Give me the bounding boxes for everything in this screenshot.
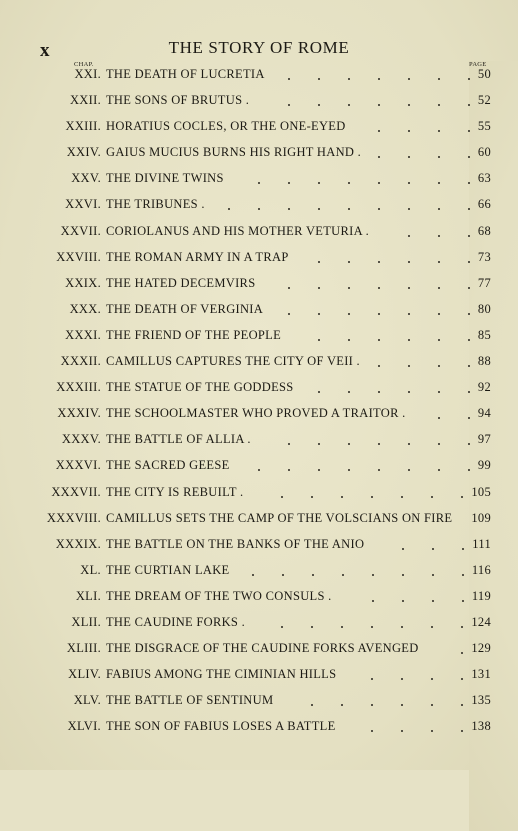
chapter-title: THE BATTLE ON THE BANKS OF THE ANIO — [106, 536, 365, 551]
leader-dot — [431, 704, 433, 706]
leader-dot — [318, 443, 320, 445]
leader-dot — [408, 365, 410, 367]
leader-dot — [438, 391, 440, 393]
chapter-column-label: CHAP. — [74, 61, 94, 68]
leader-dot — [462, 600, 464, 602]
leader-dot — [288, 208, 290, 210]
leader-dot — [378, 469, 380, 471]
chapter-number: XLII. — [71, 614, 101, 629]
chapter-title: THE DISGRACE OF THE CAUDINE FORKS AVENGED — [106, 641, 419, 656]
leader-dot — [281, 496, 283, 498]
chapter-number: XLIV. — [68, 667, 101, 682]
leader-dot — [468, 104, 470, 106]
leader-dot — [468, 261, 470, 263]
leader-dot — [378, 78, 380, 80]
toc-entry — [0, 297, 518, 323]
leader-dot — [312, 574, 314, 576]
leader-dot — [348, 261, 350, 263]
leader-dot — [468, 208, 470, 210]
chapter-page-number: 63 — [477, 171, 491, 186]
chapter-page-number: 131 — [471, 667, 491, 682]
leader-dot — [408, 78, 410, 80]
leader-dot — [318, 104, 320, 106]
chapter-title: THE DIVINE TWINS — [106, 171, 224, 186]
leader-dot — [431, 626, 433, 628]
leader-dot — [318, 208, 320, 210]
leader-dot — [431, 678, 433, 680]
chapter-title: THE STATUE OF THE GODDESS — [106, 380, 294, 395]
chapter-page-number: 129 — [471, 641, 491, 656]
chapter-title: THE CITY IS REBUILT . — [106, 484, 244, 499]
chapter-page-number: 68 — [477, 223, 491, 238]
leader-dot — [288, 443, 290, 445]
chapter-number: XXIV. — [66, 145, 101, 160]
leader-dot — [378, 365, 380, 367]
leader-dot — [401, 730, 403, 732]
chapter-page-number: 99 — [477, 458, 491, 473]
chapter-number: XXXVI. — [55, 458, 101, 473]
toc-entry — [0, 375, 518, 401]
leader-dot — [438, 469, 440, 471]
leader-dot — [401, 496, 403, 498]
leader-dot — [408, 469, 410, 471]
page-folio: x — [40, 40, 50, 61]
toc-entry — [0, 584, 518, 610]
leader-dot — [378, 287, 380, 289]
leader-dot — [438, 443, 440, 445]
leader-dot — [438, 182, 440, 184]
toc-entry — [0, 427, 518, 453]
chapter-title: THE DEATH OF LUCRETIA — [106, 67, 265, 81]
chapter-page-number: 66 — [477, 197, 491, 212]
leader-dot — [378, 130, 380, 132]
leader-dot — [288, 469, 290, 471]
leader-dot — [468, 235, 470, 237]
chapter-page-number: 50 — [477, 67, 491, 81]
chapter-page-number: 111 — [472, 536, 491, 551]
leader-dot — [431, 730, 433, 732]
chapter-title: THE DEATH OF VERGINIA — [106, 301, 264, 316]
leader-dot — [402, 548, 404, 550]
leader-dot — [318, 78, 320, 80]
leader-dot — [468, 417, 470, 419]
leader-dot — [371, 730, 373, 732]
leader-dot — [341, 626, 343, 628]
chapter-title: THE BATTLE OF SENTINUM — [106, 693, 274, 708]
chapter-page-number: 116 — [471, 562, 491, 577]
toc-entry — [0, 401, 518, 427]
leader-dot — [348, 339, 350, 341]
leader-dot — [342, 574, 344, 576]
chapter-number: XXV. — [71, 171, 101, 186]
chapter-number: XXXVIII. — [46, 510, 101, 525]
chapter-title: THE SCHOOLMASTER WHO PROVED A TRAITOR . — [106, 406, 406, 421]
toc-entry — [0, 323, 518, 349]
chapter-title: THE SONS OF BRUTUS . — [106, 93, 250, 108]
toc-entry — [0, 532, 518, 558]
chapter-title: THE SON OF FABIUS LOSES A BATTLE — [106, 719, 336, 734]
chapter-title: THE ROMAN ARMY IN A TRAP — [106, 249, 289, 264]
chapter-title: THE DREAM OF THE TWO CONSULS . — [106, 588, 332, 603]
leader-dot — [371, 678, 373, 680]
chapter-number: XXIII. — [65, 119, 101, 134]
leader-dot — [462, 574, 464, 576]
chapter-title: THE HATED DECEMVIRS — [106, 275, 256, 290]
leader-dot — [438, 313, 440, 315]
leader-dot — [318, 182, 320, 184]
leader-dot — [432, 600, 434, 602]
toc-entry — [0, 88, 518, 114]
chapter-number: XLI. — [75, 588, 101, 603]
chapter-title: THE SACRED GEESE — [106, 458, 230, 473]
chapter-page-number: 55 — [477, 119, 491, 134]
chapter-number: XXII. — [69, 93, 101, 108]
leader-dot — [378, 104, 380, 106]
chapter-page-number: 92 — [477, 380, 491, 395]
leader-dot — [468, 287, 470, 289]
leader-dot — [378, 443, 380, 445]
leader-dot — [318, 287, 320, 289]
leader-dot — [318, 469, 320, 471]
leader-dot — [311, 626, 313, 628]
chapter-page-number: 138 — [471, 719, 491, 734]
leader-dot — [288, 78, 290, 80]
leader-dot — [318, 313, 320, 315]
leader-dot — [378, 339, 380, 341]
leader-dot — [258, 208, 260, 210]
toc-entry — [0, 219, 518, 245]
table-of-contents — [0, 62, 518, 740]
leader-dot — [438, 130, 440, 132]
leader-dot — [378, 156, 380, 158]
leader-dot — [438, 417, 440, 419]
chapter-number: XXXIX. — [55, 536, 101, 551]
leader-dot — [341, 496, 343, 498]
chapter-number: XXX. — [69, 301, 101, 316]
chapter-title: CAMILLUS SETS THE CAMP OF THE VOLSCIANS ON FIRE — [106, 510, 453, 525]
chapter-page-number: 88 — [477, 354, 491, 369]
leader-dot — [408, 443, 410, 445]
toc-entry — [0, 558, 518, 584]
chapter-title: THE TRIBUNES . — [106, 197, 205, 212]
leader-dot — [468, 365, 470, 367]
leader-dot — [258, 469, 260, 471]
leader-dot — [461, 652, 463, 654]
chapter-page-number: 85 — [477, 327, 491, 342]
toc-entry — [0, 140, 518, 166]
toc-entry — [0, 62, 518, 88]
leader-dot — [468, 182, 470, 184]
leader-dot — [408, 130, 410, 132]
chapter-number: XLIII. — [66, 641, 101, 656]
chapter-title: FABIUS AMONG THE CIMINIAN HILLS — [106, 667, 337, 682]
chapter-title: GAIUS MUCIUS BURNS HIS RIGHT HAND . — [106, 145, 362, 160]
chapter-number: XXVIII. — [56, 249, 101, 264]
leader-dot — [252, 574, 254, 576]
toc-entry — [0, 192, 518, 218]
leader-dot — [318, 261, 320, 263]
leader-dot — [348, 469, 350, 471]
leader-dot — [408, 339, 410, 341]
leader-dot — [348, 104, 350, 106]
toc-entry — [0, 271, 518, 297]
leader-dot — [468, 339, 470, 341]
toc-entry — [0, 166, 518, 192]
chapter-number: XXXIII. — [56, 380, 101, 395]
leader-dot — [348, 313, 350, 315]
toc-entry — [0, 349, 518, 375]
toc-entry — [0, 114, 518, 140]
chapter-title: CORIOLANUS AND HIS MOTHER VETURIA . — [106, 223, 370, 238]
running-title: THE STORY OF ROME — [168, 38, 350, 57]
leader-dot — [371, 704, 373, 706]
leader-dot — [468, 156, 470, 158]
leader-dot — [348, 443, 350, 445]
leader-dot — [372, 574, 374, 576]
toc-entry — [0, 636, 518, 662]
chapter-page-number: 109 — [471, 510, 491, 525]
page-column-label: PAGE — [469, 61, 518, 831]
chapter-title: THE FRIEND OF THE PEOPLE — [106, 327, 282, 342]
leader-dot — [318, 391, 320, 393]
chapter-page-number: 119 — [471, 588, 491, 603]
leader-dot — [288, 104, 290, 106]
leader-dot — [348, 208, 350, 210]
chapter-number: XXXIV. — [57, 406, 101, 421]
leader-dot — [432, 548, 434, 550]
toc-entry — [0, 610, 518, 636]
leader-dot — [408, 104, 410, 106]
leader-dot — [408, 261, 410, 263]
leader-dot — [468, 313, 470, 315]
leader-dot — [258, 182, 260, 184]
leader-dot — [281, 626, 283, 628]
chapter-page-number: 52 — [477, 93, 491, 108]
leader-dot — [462, 548, 464, 550]
leader-dot — [318, 339, 320, 341]
chapter-number: XXVI. — [65, 197, 101, 212]
leader-dot — [438, 78, 440, 80]
chapter-page-number: 124 — [471, 614, 491, 629]
chapter-page-number: 60 — [477, 145, 491, 160]
leader-dot — [438, 339, 440, 341]
leader-dot — [461, 626, 463, 628]
leader-dot — [408, 235, 410, 237]
chapter-page-number: 77 — [477, 275, 491, 290]
leader-dot — [438, 208, 440, 210]
chapter-number: XXXI. — [65, 327, 101, 342]
chapter-number: XLVI. — [67, 719, 101, 734]
leader-dot — [408, 156, 410, 158]
chapter-number: XXIX. — [65, 275, 101, 290]
chapter-number: XL. — [80, 562, 101, 577]
chapter-page-number: 97 — [477, 432, 491, 447]
chapter-title: THE BATTLE OF ALLIA . — [106, 432, 251, 447]
chapter-number: XXXV. — [61, 432, 101, 447]
leader-dot — [348, 182, 350, 184]
chapter-title: HORATIUS COCLES, OR THE ONE-EYED — [106, 119, 346, 134]
leader-dot — [468, 443, 470, 445]
leader-dot — [282, 574, 284, 576]
leader-dot — [311, 704, 313, 706]
chapter-title: THE CURTIAN LAKE — [106, 562, 230, 577]
leader-dot — [311, 496, 313, 498]
leader-dot — [468, 130, 470, 132]
leader-dot — [408, 313, 410, 315]
leader-dot — [408, 182, 410, 184]
leader-dot — [402, 574, 404, 576]
chapter-title: CAMILLUS CAPTURES THE CITY OF VEII . — [106, 354, 360, 369]
chapter-page-number: 80 — [477, 301, 491, 316]
chapter-page-number: 73 — [477, 249, 491, 264]
chapter-title: THE CAUDINE FORKS . — [106, 614, 246, 629]
leader-dot — [438, 104, 440, 106]
leader-dot — [408, 391, 410, 393]
leader-dot — [438, 365, 440, 367]
leader-dot — [468, 391, 470, 393]
leader-dot — [401, 678, 403, 680]
leader-dot — [402, 600, 404, 602]
leader-dot — [371, 496, 373, 498]
leader-dot — [371, 626, 373, 628]
chapter-number: XXVII. — [60, 223, 101, 238]
chapter-number: XXXII. — [60, 354, 101, 369]
leader-dot — [408, 208, 410, 210]
leader-dot — [431, 496, 433, 498]
chapter-number: XLV. — [73, 693, 101, 708]
toc-entry — [0, 714, 518, 740]
leader-dot — [372, 600, 374, 602]
leader-dot — [228, 208, 230, 210]
leader-dot — [468, 78, 470, 80]
leader-dot — [348, 287, 350, 289]
toc-entry — [0, 506, 518, 532]
leader-dot — [461, 730, 463, 732]
leader-dot — [348, 78, 350, 80]
leader-dot — [461, 496, 463, 498]
chapter-number: XXXVII. — [51, 484, 101, 499]
toc-entry — [0, 453, 518, 479]
leader-dot — [378, 182, 380, 184]
toc-entry — [0, 662, 518, 688]
chapter-number: XXI. — [74, 67, 101, 81]
toc-entry — [0, 480, 518, 506]
leader-dot — [378, 391, 380, 393]
leader-dot — [401, 704, 403, 706]
leader-dot — [468, 469, 470, 471]
leader-dot — [288, 313, 290, 315]
toc-entry — [0, 688, 518, 714]
leader-dot — [438, 156, 440, 158]
leader-dot — [432, 574, 434, 576]
chapter-page-number: 135 — [471, 693, 491, 708]
chapter-page-number: 94 — [477, 406, 491, 421]
leader-dot — [378, 208, 380, 210]
leader-dot — [288, 287, 290, 289]
leader-dot — [341, 704, 343, 706]
leader-dot — [438, 261, 440, 263]
leader-dot — [401, 626, 403, 628]
leader-dot — [378, 313, 380, 315]
chapter-page-number: 105 — [471, 484, 491, 499]
leader-dot — [438, 235, 440, 237]
leader-dot — [378, 261, 380, 263]
leader-dot — [408, 287, 410, 289]
leader-dot — [438, 287, 440, 289]
leader-dot — [348, 391, 350, 393]
leader-dot — [461, 704, 463, 706]
leader-dot — [461, 678, 463, 680]
toc-entry — [0, 245, 518, 271]
leader-dot — [288, 182, 290, 184]
